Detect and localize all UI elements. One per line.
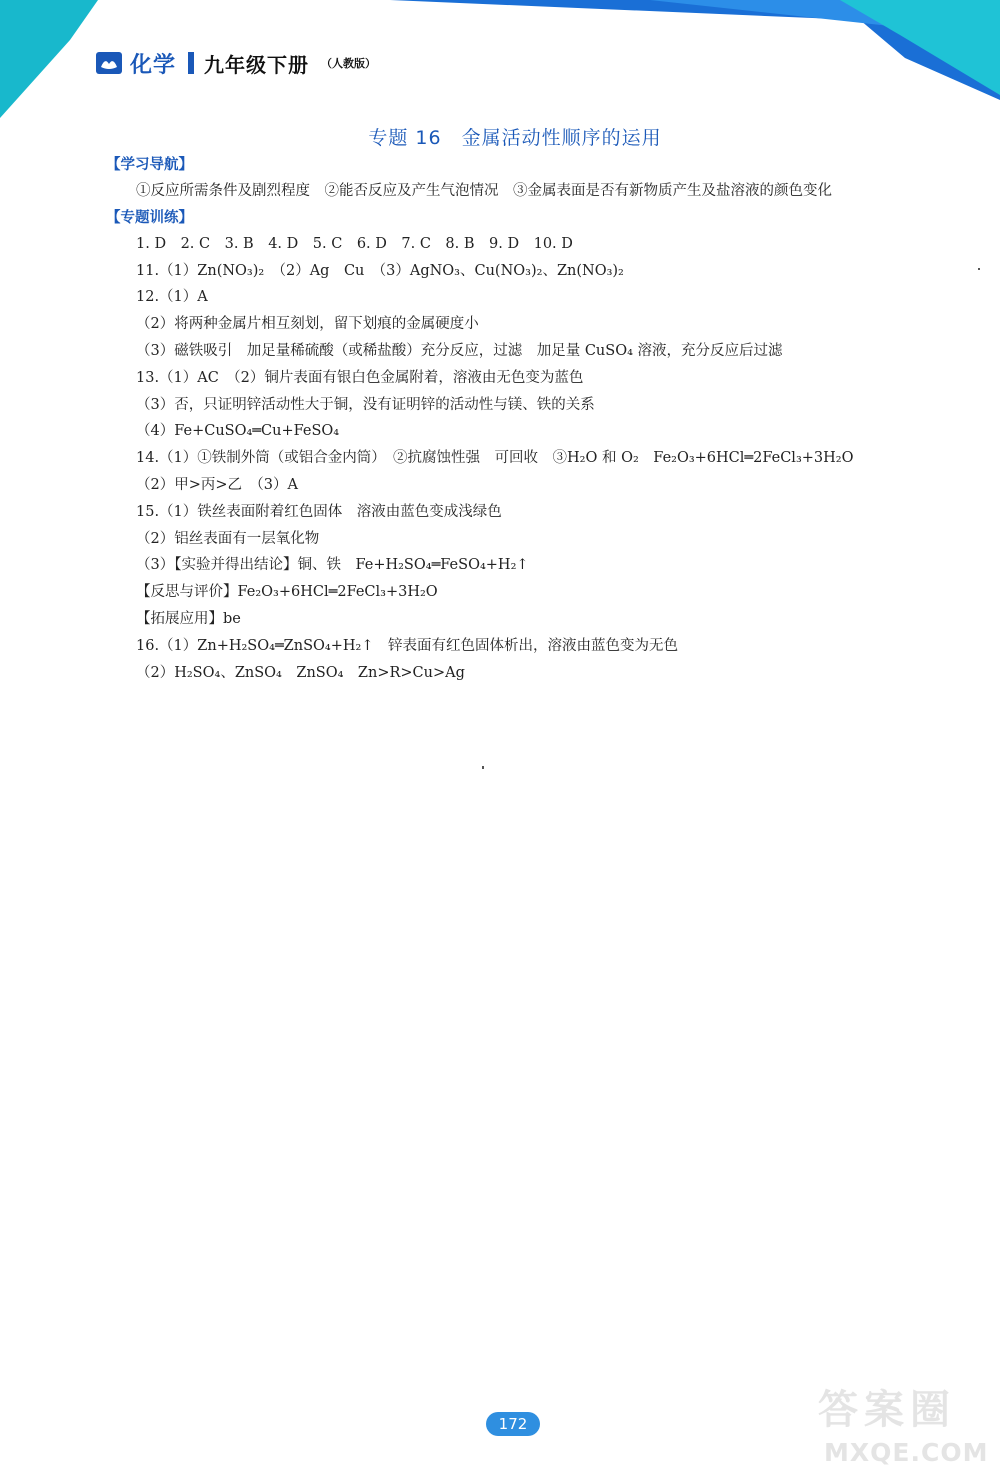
answer-line: 15.（1）铁丝表面附着红色固体 溶液由蓝色变成浅绿色 [136,503,502,520]
answer-line: 14.（1）①铁制外筒（或铝合金内筒） ②抗腐蚀性强 可回收 ③H₂O 和 O₂ Fe₂O₃+6HCl═2FeCl₃+3H₂O [136,450,854,467]
answer-line: 12.（1）A [136,289,208,306]
scan-speck [978,268,980,270]
header-separator [188,52,194,74]
answer-line: 【反思与评价】Fe₂O₃+6HCl═2FeCl₃+3H₂O [136,584,438,601]
answer-line: （2）铝丝表面有一层氧化物 [136,530,320,547]
answer-line: （2）H₂SO₄、ZnSO₄ ZnSO₄ Zn>R>Cu>Ag [136,664,465,681]
answer-line: 13.（1）AC （2）铜片表面有银白色金属附着，溶液由无色变为蓝色 [136,369,584,386]
answer-line: （3）【实验并得出结论】铜、铁 Fe+H₂SO₄═FeSO₄+H₂↑ [136,557,529,574]
edition-label: （人教版） [321,57,377,70]
grade-title: 九年级下册 [204,52,310,77]
answer-line: （2）将两种金属片相互刻划，留下划痕的金属硬度小 [136,316,479,333]
answer-content [106,152,930,686]
answer-line: （2）甲>丙>乙 （3）A [136,476,298,493]
book-leaf-icon [96,52,122,74]
guide-text: ①反应所需条件及剧烈程度 ②能否反应及产生气泡情况 ③金属表面是否有新物质产生及盐溶液的颜色变化 [136,183,832,199]
watermark-logo: 答案圈 [818,1387,956,1433]
watermark-url: MXQE.COM [824,1438,989,1467]
answer-line: 【拓展应用】be [136,610,241,627]
book-header [96,48,376,78]
answer-line: （4）Fe+CuSO₄═Cu+FeSO₄ [136,423,340,440]
answer-line: 11.（1）Zn(NO₃)₂ （2）Ag Cu （3）AgNO₃、Cu(NO₃)₂、Zn(NO₃)₂ [136,262,624,279]
answer-line: （3）否，只证明锌活动性大于铜，没有证明锌的活动性与镁、铁的关系 [136,396,595,413]
answer-line: （3）磁铁吸引 加足量稀硫酸（或稀盐酸）充分反应，过滤 加足量 CuSO₄ 溶液，充分反应后过滤 [136,342,783,359]
scan-speck [482,766,484,769]
answer-line: 16.（1）Zn+H₂SO₄═ZnSO₄+H₂↑ 锌表面有红色固体析出，溶液由蓝色变为无色 [136,637,678,654]
answer-line: 1. D 2. C 3. B 4. D 5. C 6. D 7. C 8. B 9. D 10. D [136,235,573,252]
topic-title: 专题 16 金属活动性顺序的运用 [368,127,662,149]
training-section-label: 【专题训练】 [106,209,193,226]
page-number: 172 [486,1412,540,1436]
guide-section-label: 【学习导航】 [106,157,193,173]
subject-title: 化学 [130,52,177,78]
